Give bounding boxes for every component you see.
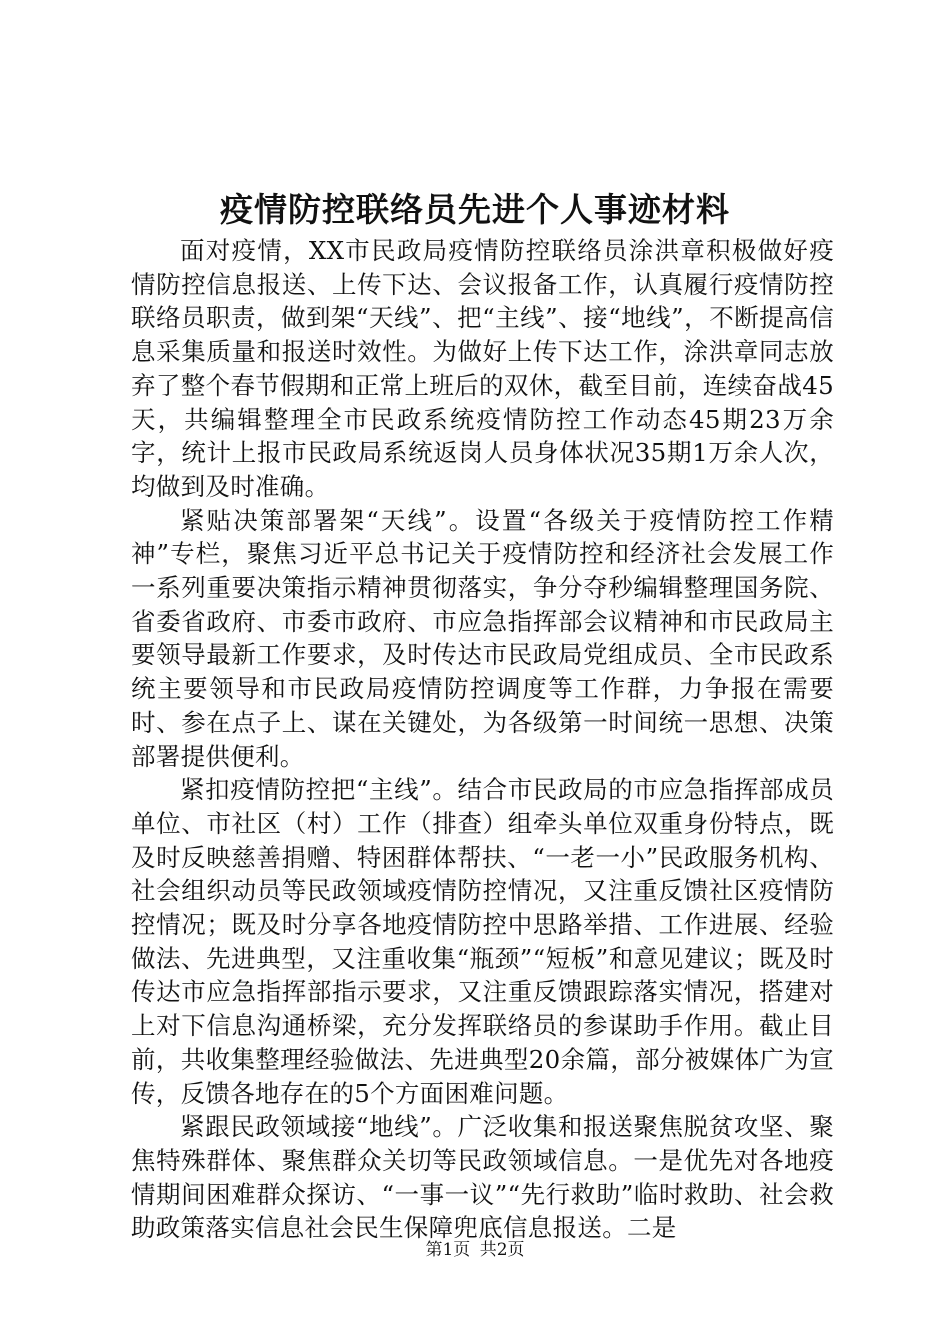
paragraph-mainline: 紧扣疫情防控把“主线”。结合市民政局的市应急指挥部成员单位、市社区（村）工作（排查）组牵头单位双重身份特点，既及时反映慈善捐赠、特困群体帮扶、“一老一小”民政服务机构、社会组织动员等民政领域疫情防控情况，又注重反馈社区疫情防控情况；既及时分享各地疫情防控中思路举措、工作进展、经验做法、先进典型，又注重收集“瓶颈”“短板”和意见建议；既及时传达市应急指挥部指示要求，又注重反馈跟踪落实情况，搭建对上对下信息沟通桥梁，充分发挥联络员的参谋助手作用。截止目前，共收集整理经验做法、先进典型20余篇，部分被媒体广为宣传，反馈各地存在的5个方面困难问题。	[131, 775, 834, 1108]
page-number: 第1页	[425, 1240, 471, 1260]
page-total: 共2页	[479, 1240, 525, 1260]
paragraph-groundline: 紧跟民政领域接“地线”。广泛收集和报送聚焦脱贫攻坚、聚焦特殊群体、聚焦群众关切等民政领域信息。一是优先对各地疫情期间困难群众探访、“一事一议”“先行救助”临时救助、社会救助政策落实信息社会民生保障兜底信息报送。二是	[131, 1112, 834, 1243]
paragraph-antenna: 紧贴决策部署架“天线”。设置“各级关于疫情防控工作精神”专栏，聚焦习近平总书记关于疫情防控和经济社会发展工作一系列重要决策指示精神贯彻落实，争分夺秒编辑整理国务院、省委省政府、市委市政府、市应急指挥部会议精神和市民政局主要领导最新工作要求，及时传达市民政局党组成员、全市民政系统主要领导和市民政局疫情防控调度等工作群，力争报在需要时、参在点子上、谋在关键处，为各级第一时间统一思想、决策部署提供便利。	[131, 505, 835, 771]
paragraph-intro: 面对疫情，XX市民政局疫情防控联络员涂洪章积极做好疫情防控信息报送、上传下达、会议报备工作，认真履行疫情防控联络员职责，做到架“天线”、把“主线”、接“地线”，不断提高信息采集质量和报送时效性。为做好上传下达工作，涂洪章同志放弃了整个春节假期和正常上班后的双休，截至目前，连续奋战45天，共编辑整理全市民政系统疫情防控工作动态45期23万余字，统计上报市民政局系统返岗人员身体状况35期1万余人次，均做到及时准确。	[131, 236, 834, 501]
document-title: 疫情防控联络员先进个人事迹材料	[220, 190, 730, 229]
page-footer	[0, 1238, 950, 1262]
document-body	[131, 234, 834, 1245]
